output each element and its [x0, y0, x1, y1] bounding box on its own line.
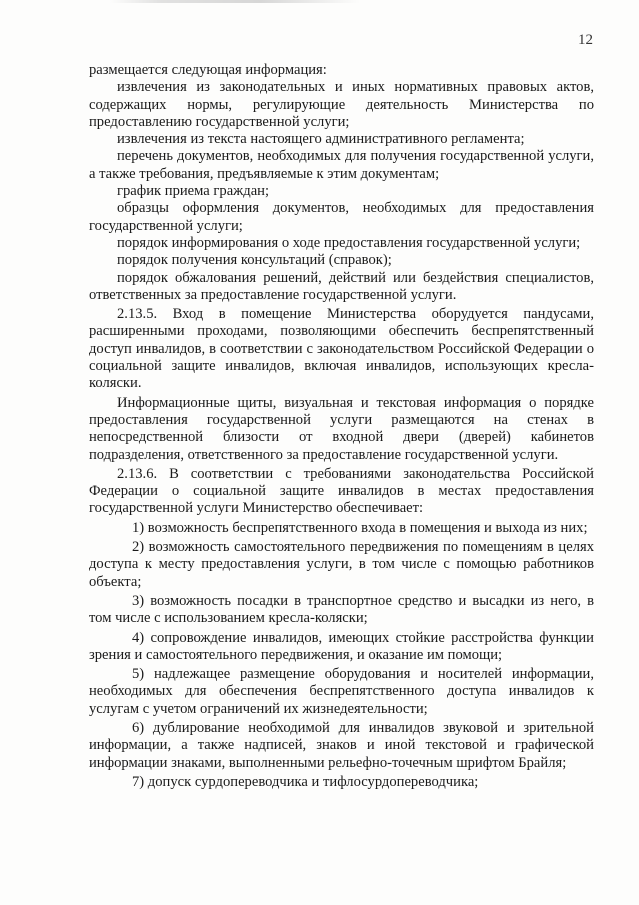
page-number: 12	[578, 32, 593, 48]
section-2-13-6: 2.13.6. В соответствии с требованиями законодательства Российской Федерации о социальной защите инвалидов в местах предоставления государственной услуги Министерство обеспечивает:	[89, 465, 594, 517]
list-item: 4) сопровождение инвалидов, имеющих стойкие расстройства функции зрения и самостоятельного передвижения, и оказание им помощи;	[89, 629, 594, 663]
paragraph: извлечения из текста настоящего административного регламента;	[117, 131, 525, 148]
list-item: 6) дублирование необходимой для инвалидов звуковой и зрительной информации, а также надписей, знаков и иной текстовой и графической информации знаками, выполненными рельефно-точечным шрифтом Брайля;	[89, 719, 594, 771]
paragraph: график приема граждан;	[117, 183, 270, 200]
paragraph: размещается следующая информация:	[89, 62, 327, 78]
paragraph: порядок обжалования решений, действий или бездействия специалистов, ответственных за предоставление государственной услуги.	[89, 269, 594, 303]
section-2-13-5: 2.13.5. Вход в помещение Министерства оборудуется пандусами, расширенными проходами, позволяющими обеспечить беспрепятственный доступ инвалидов, в соответствии с законодательством Российской Федерации о социальной защите инвалидов, включая инвалидов, использующих кресла-коляски.	[89, 306, 594, 392]
list-item: 3) возможность посадки в транспортное средство и высадки из него, в том числе с использованием кресла-коляски;	[89, 592, 594, 627]
paragraph: порядок получения консультаций (справок);	[117, 252, 392, 269]
paragraph: извлечения из законодательных и иных нормативных правовых актов, содержащих нормы, регулирующие деятельность Министерства по предоставлению государственной услуги;	[89, 79, 594, 130]
list-item: 7) допуск сурдопереводчика и тифлосурдопереводчика;	[132, 773, 479, 790]
list-item: 1) возможность беспрепятственного входа в помещения и выхода из них;	[132, 519, 588, 536]
list-item: 5) надлежащее размещение оборудования и носителей информации, необходимых для обеспечения беспрепятственного доступа инвалидов к услугам с учетом ограничений их жизнедеятельности;	[89, 666, 594, 717]
paragraph: образцы оформления документов, необходимых для предоставления государственной услуги;	[89, 200, 594, 234]
scan-artifact	[110, 0, 360, 3]
list-item: 2) возможность самостоятельного передвижения по помещениям в целях доступа к месту предоставления услуги, в том числе с помощью работников объекта;	[89, 539, 594, 590]
paragraph: Информационные щиты, визуальная и текстовая информация о порядке предоставления государственной услуги размещаются на стенах в непосредственной близости от входной двери (дверей) кабинетов подразделения, ответственного за предоставление государственной услуги.	[89, 394, 594, 463]
paragraph: перечень документов, необходимых для получения государственной услуги, а также требования, предъявляемые к этим документам;	[89, 148, 594, 182]
document-body	[89, 62, 594, 791]
paragraph: порядок информирования о ходе предоставления государственной услуги;	[117, 234, 581, 251]
